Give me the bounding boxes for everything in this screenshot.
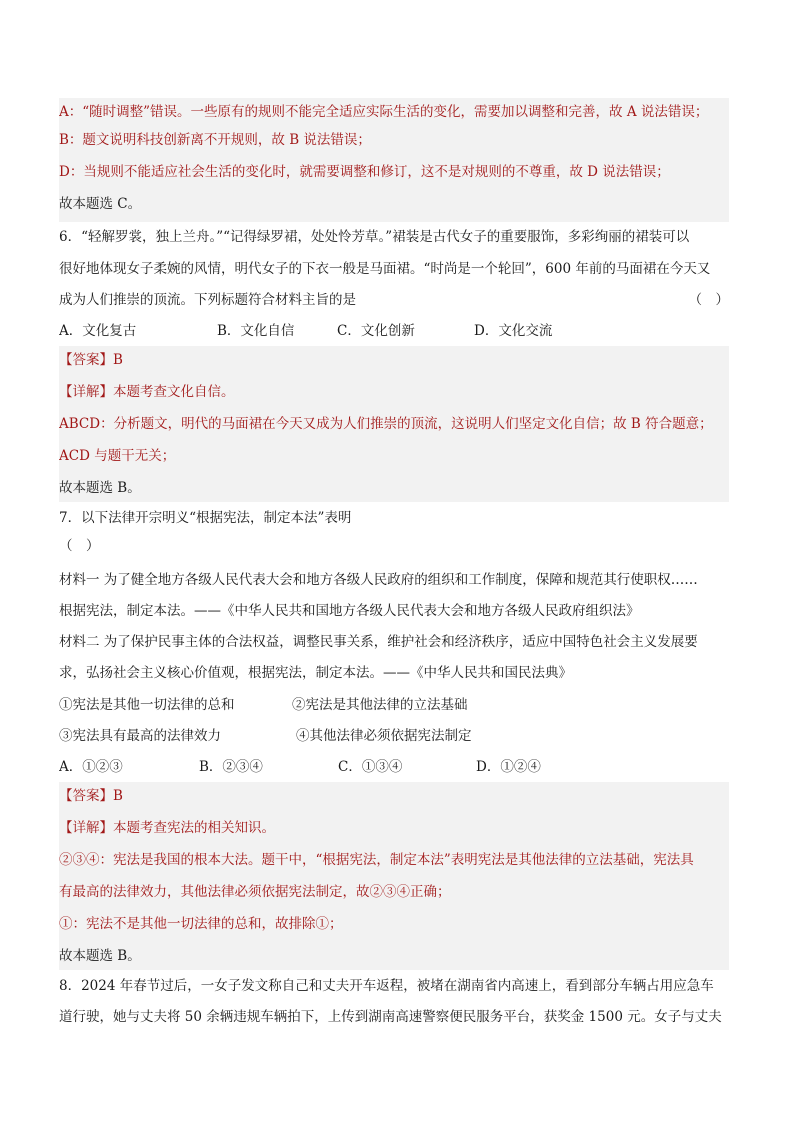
q7-detail: 【详解】本题考查宪法的相关知识。 — [59, 814, 729, 846]
q7-analysis-line-2: 有最高的法律效力，其他法律必须依据宪法制定，故②③④正确； — [59, 878, 729, 910]
q6-stem-text: 成为人们推崇的顶流。下列标题符合材料主旨的是 — [59, 292, 356, 308]
q5-option-a-analysis: A：“随时调整”错误。一些原有的规则不能完全适应实际生活的变化，需要加以调整和完善，故 A 说法错误； — [59, 98, 729, 126]
q8-stem-line-2: 道行驶，她与丈夫将 50 余辆违规车辆拍下，上传到湖南高速警察便民服务平台，获奖金 1500 元。女子与丈夫 — [59, 1009, 722, 1025]
q7-answer: 【答案】B — [59, 782, 729, 814]
q6-option-a: A．文化复古 — [59, 323, 137, 339]
q7-options — [59, 757, 729, 777]
q6-option-d: D．文化交流 — [474, 323, 553, 339]
q6-option-b: B．文化自信 — [217, 323, 295, 339]
q6-answer-bracket: （ ） — [688, 292, 729, 308]
q7-answer-bracket: （ ） — [59, 538, 100, 554]
q8-stem-line-1: 8．2024 年春节过后，一女子发文称自己和丈夫开车返程，被堵在湖南省内高速上，看到部分车辆占用应急车 — [59, 978, 714, 994]
q6-analysis-line-2: ACD 与题干无关； — [59, 442, 729, 474]
q7-option-a: A．①②③ — [59, 759, 123, 775]
q7-conclusion: 故本题选 B。 — [59, 942, 729, 970]
q6-options — [59, 321, 729, 341]
q5-option-b-analysis: B：题文说明科技创新离不开规则，故 B 说法错误； — [59, 126, 729, 158]
q7-option-d: D．①②④ — [476, 759, 541, 775]
q6-conclusion: 故本题选 B。 — [59, 474, 729, 502]
q6-answer: 【答案】B — [59, 346, 729, 378]
q7-stem: 7．以下法律开宗明义“根据宪法，制定本法”表明 — [59, 510, 352, 526]
q7-material-1-line-1: 材料一 为了健全地方各级人民代表大会和地方各级人民政府的组织和工作制度，保障和规范其行使职权…… — [59, 572, 698, 588]
q7-option-b: B．②③④ — [199, 759, 263, 775]
q7-statement-1: ①宪法是其他一切法律的总和 — [59, 697, 235, 713]
q7-statements-row-1 — [59, 695, 729, 715]
q6-analysis-line-1: ABCD：分析题文，明代的马面裙在今天又成为人们推崇的顶流，这说明人们坚定文化自信；故 B 符合题意； — [59, 410, 729, 442]
q7-material-2-line-2: 求，弘扬社会主义核心价值观，根据宪法，制定本法。——《中华人民共和国民法典》 — [59, 665, 572, 681]
q7-statement-3: ③宪法具有最高的法律效力 — [59, 728, 221, 744]
q7-statement-2: ②宪法是其他法律的立法基础 — [292, 697, 468, 713]
q5-option-d-analysis: D：当规则不能适应社会生活的变化时，就需要调整和修订，这不是对规则的不尊重，故 D 说法错误； — [59, 158, 729, 190]
q6-option-c: C．文化创新 — [337, 323, 415, 339]
q6-stem-line-2: 很好地体现女子柔婉的风情，明代女子的下衣一般是马面裙。“时尚是一个轮回”，600 年前的马面裙在今天又 — [59, 261, 711, 277]
q6-stem-line-1: 6．“轻解罗裳，独上兰舟。”“记得绿罗裙，处处怜芳草。”裙装是古代女子的重要服饰，多彩绚丽的裙装可以 — [59, 229, 690, 245]
q7-statements-row-2 — [59, 726, 729, 746]
q7-statement-4: ④其他法律必须依据宪法制定 — [296, 728, 472, 744]
q7-analysis-line-1: ②③④：宪法是我国的根本大法。题干中，“根据宪法，制定本法”表明宪法是其他法律的立法基础，宪法具 — [59, 846, 729, 878]
q7-option-c: C．①③④ — [338, 759, 403, 775]
q6-detail: 【详解】本题考查文化自信。 — [59, 378, 729, 410]
q7-material-1-line-2: 根据宪法，制定本法。——《中华人民共和国地方各级人民代表大会和地方各级人民政府组织法》 — [59, 603, 640, 619]
q5-conclusion: 故本题选 C。 — [59, 190, 729, 222]
q7-material-2-line-1: 材料二 为了保护民事主体的合法权益，调整民事关系，维护社会和经济秩序，适应中国特色社会主义发展要 — [59, 634, 698, 650]
q7-analysis-line-3: ①：宪法不是其他一切法律的总和，故排除①； — [59, 910, 729, 942]
q6-stem-line-3 — [59, 290, 729, 310]
